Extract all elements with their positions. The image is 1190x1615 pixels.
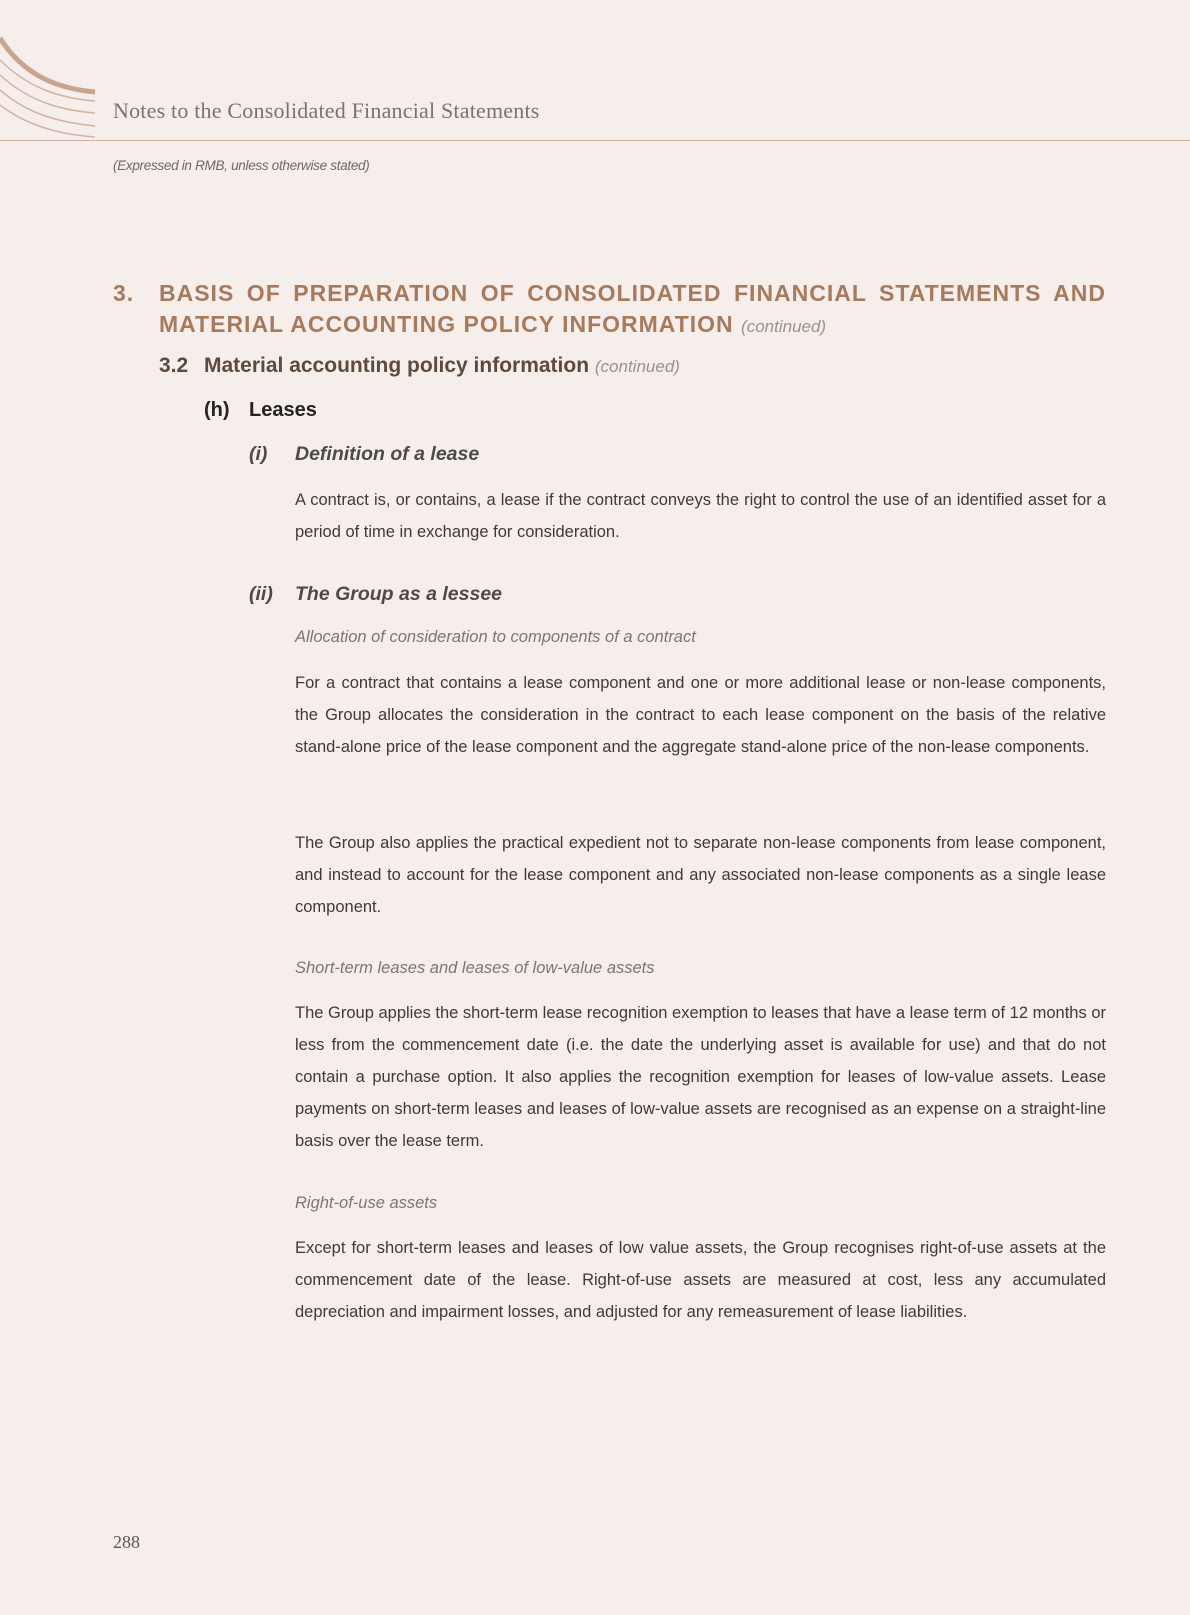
practical-expedient-paragraph: The Group also applies the practical expedient not to separate non-lease components from lease component, and instead to account for the lease component and any associated non-lease components as a single lease component. [295,834,1106,916]
subsection-title: Material accounting policy information [204,354,590,377]
currency-note: (Expressed in RMB, unless otherwise stated) [113,158,370,173]
right-of-use-paragraph: Except for short-term leases and leases of low value assets, the Group recognises right-of-use assets at the commencement date of the lease. Right-of-use assets are measured at cost, less any accumulated depreciation and impairment losses, and adjusted for any remeasurement of lease liabilities. [295,1239,1106,1321]
short-term-paragraph: The Group applies the short-term lease recognition exemption to leases that have a lease term of 12 months or less from the commencement date (i.e. the date the underlying asset is available for use) and that do not contain a purchase option. It also applies the recognition exemption for leases of low-value assets. Lease payments on short-term leases and leases of low-value assets are recognised as an expense on a straight-line basis over the lease term. [295,1004,1106,1150]
part-ii-title: The Group as a lessee [295,583,503,605]
subsection-number: 3.2 [159,354,189,377]
item-title: Leases [249,399,317,421]
section-title: BASIS OF PREPARATION OF CONSOLIDATED FINANCIAL STATEMENTS AND MATERIAL ACCOUNTING POLICY INFORMATION [159,280,1106,337]
item-heading [204,399,317,422]
header-divider [0,140,1190,141]
part-i-title: Definition of a lease [295,443,480,465]
subsection-continued: (continued) [594,357,680,376]
section-heading [113,278,1106,342]
right-of-use-subheading: Right-of-use assets [295,1194,438,1212]
part-i-heading [249,443,479,466]
part-ii-number: (ii) [249,583,273,605]
short-term-subheading: Short-term leases and leases of low-value assets [295,959,655,977]
item-number: (h) [204,399,230,421]
running-header-title: Notes to the Consolidated Financial Statements [113,98,540,123]
section-continued: (continued) [741,317,827,336]
subsection-heading [159,354,680,378]
part-i-number: (i) [249,443,268,465]
part-i-paragraph: A contract is, or contains, a lease if the contract conveys the right to control the use of an identified asset for a period of time in exchange for consideration. [295,491,1106,541]
allocation-subheading: Allocation of consideration to components of a contract [295,628,696,646]
part-ii-heading [249,583,502,606]
page-number: 288 [113,1532,140,1552]
section-number: 3. [113,280,135,306]
corner-arc-decoration [0,0,110,150]
allocation-paragraph: For a contract that contains a lease component and one or more additional lease or non-lease components, the Group allocates the consideration in the contract to each lease component on the basis of the relative stand-alone price of the lease component and the aggregate stand-alone price of the non-lease components. [295,674,1106,756]
